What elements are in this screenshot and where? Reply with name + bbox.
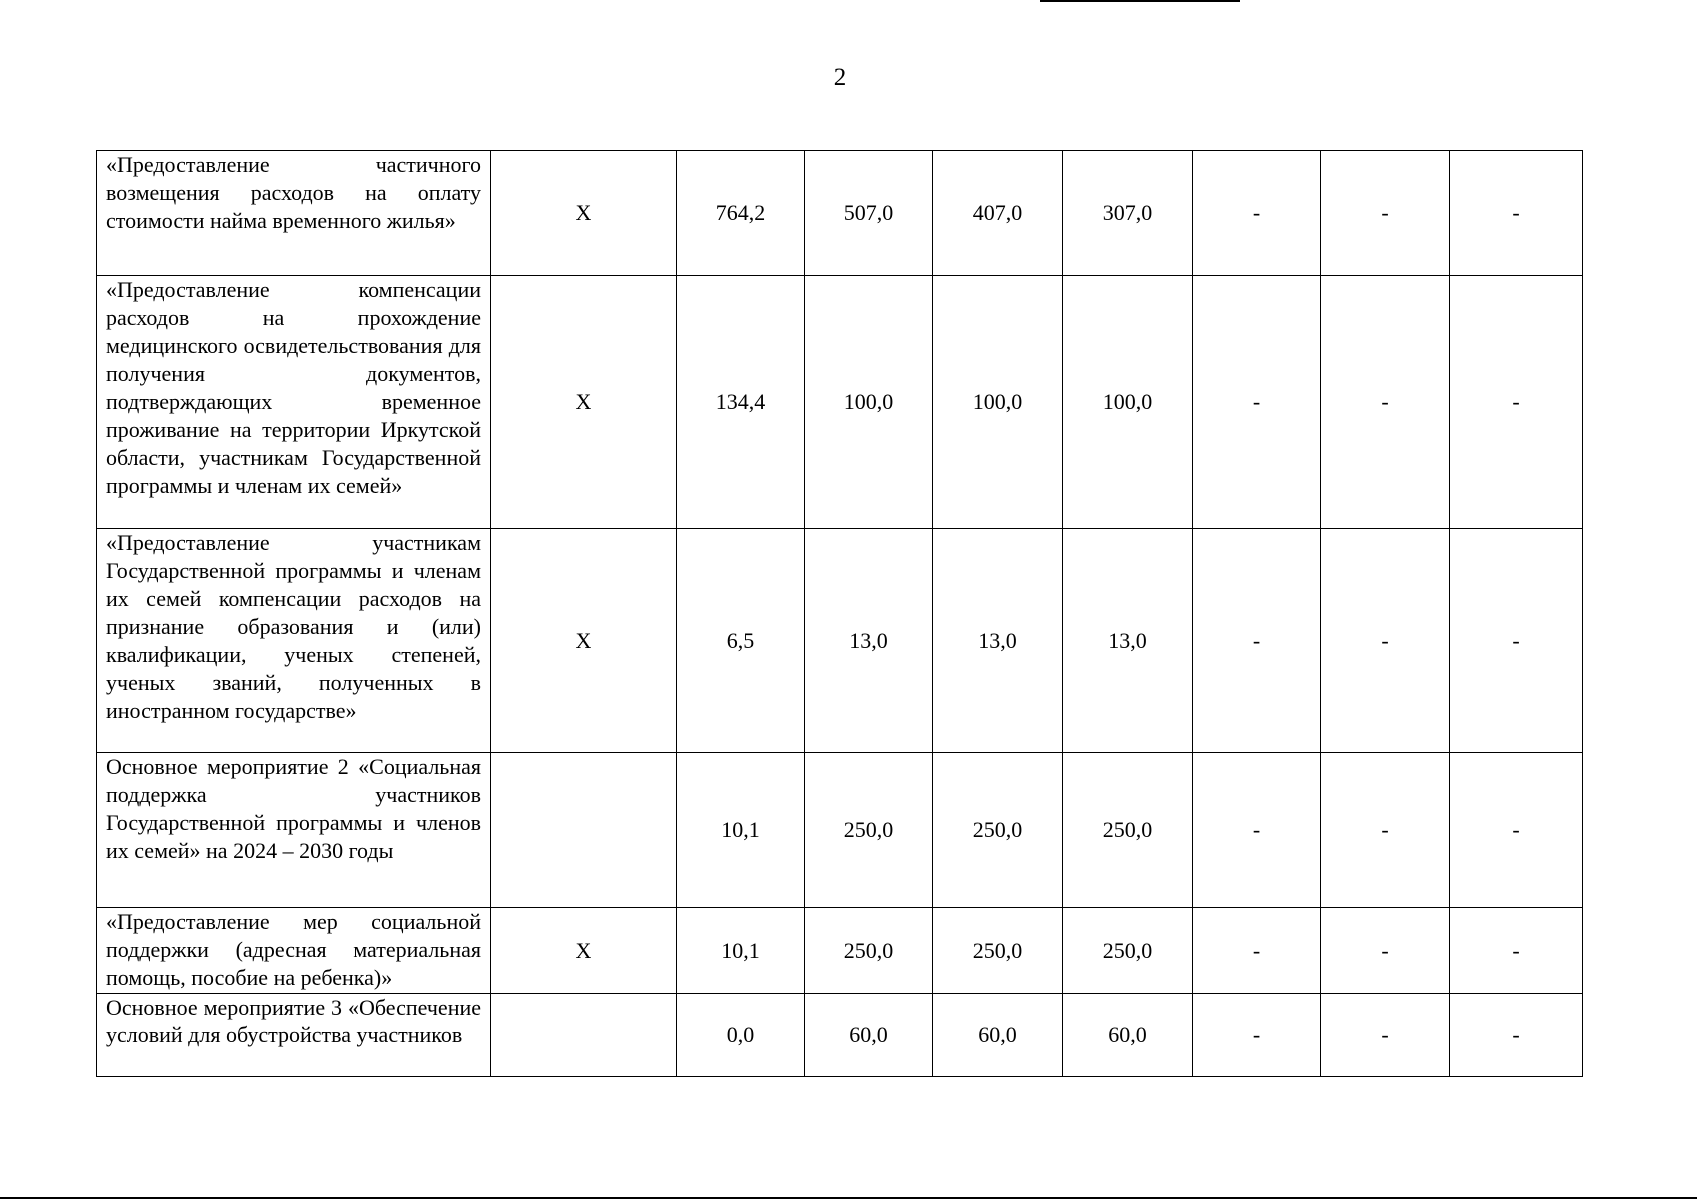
value-cell: 250,0 [805, 753, 933, 908]
value-cell: - [1193, 529, 1321, 753]
value-cell: 13,0 [1063, 529, 1193, 753]
marker-cell: Х [491, 908, 677, 994]
value-cell: 10,1 [677, 753, 805, 908]
value-cell: 60,0 [1063, 994, 1193, 1077]
value-cell: 134,4 [677, 276, 805, 529]
value-cell: 60,0 [933, 994, 1063, 1077]
value-cell: - [1450, 753, 1583, 908]
value-cell: - [1321, 276, 1450, 529]
value-cell: 250,0 [1063, 753, 1193, 908]
value-cell: 10,1 [677, 908, 805, 994]
value-cell: 250,0 [933, 908, 1063, 994]
measure-description: Основное мероприятие 2 «Социальная поддержка участников Государственной программы и членов их семей» на 2024 – 2030 годы [97, 753, 491, 908]
value-cell: 250,0 [933, 753, 1063, 908]
value-cell: - [1321, 753, 1450, 908]
value-cell: 307,0 [1063, 151, 1193, 276]
value-cell: 60,0 [805, 994, 933, 1077]
table-row [97, 529, 1583, 753]
value-cell: - [1193, 276, 1321, 529]
measure-description: Основное мероприятие 3 «Обеспечение условий для обустройства участников [97, 994, 491, 1077]
bottom-edge-line [0, 1197, 1697, 1199]
marker-cell: Х [491, 151, 677, 276]
value-cell: 764,2 [677, 151, 805, 276]
value-cell: 250,0 [1063, 908, 1193, 994]
value-cell: 100,0 [933, 276, 1063, 529]
value-cell: 0,0 [677, 994, 805, 1077]
value-cell: 250,0 [805, 908, 933, 994]
page-number: 2 [833, 64, 847, 91]
value-cell: 507,0 [805, 151, 933, 276]
value-cell: - [1193, 151, 1321, 276]
table-row [97, 994, 1583, 1077]
measure-description: «Предоставление частичного возмещения расходов на оплату стоимости найма временного жилья» [97, 151, 491, 276]
top-edge-line [1040, 0, 1240, 2]
marker-cell [491, 994, 677, 1077]
value-cell: 6,5 [677, 529, 805, 753]
value-cell: - [1321, 529, 1450, 753]
marker-cell: Х [491, 529, 677, 753]
value-cell: - [1321, 151, 1450, 276]
value-cell: - [1450, 276, 1583, 529]
table-row [97, 151, 1583, 276]
value-cell: - [1321, 994, 1450, 1077]
marker-cell [491, 753, 677, 908]
value-cell: 100,0 [1063, 276, 1193, 529]
value-cell: - [1450, 994, 1583, 1077]
table-row [97, 908, 1583, 994]
measure-description: «Предоставление участникам Государственной программы и членам их семей компенсации расходов на признание образования и (или) квалификации, ученых степеней, ученых званий, полученных в иностранном государстве» [97, 529, 491, 753]
value-cell: 100,0 [805, 276, 933, 529]
measure-description: «Предоставление мер социальной поддержки (адресная материальная помощь, пособие на ребенка)» [97, 908, 491, 994]
value-cell: - [1450, 908, 1583, 994]
marker-cell: Х [491, 276, 677, 529]
table-row [97, 753, 1583, 908]
budget-table [96, 150, 1583, 1077]
value-cell: - [1321, 908, 1450, 994]
value-cell: - [1450, 529, 1583, 753]
value-cell: 407,0 [933, 151, 1063, 276]
value-cell: - [1193, 753, 1321, 908]
measure-description: «Предоставление компенсации расходов на прохождение медицинского освидетельствования для получения документов, подтверждающих временное проживание на территории Иркутской области, участникам Государственной программы и членам их семей» [97, 276, 491, 529]
value-cell: 13,0 [933, 529, 1063, 753]
value-cell: 13,0 [805, 529, 933, 753]
value-cell: - [1193, 994, 1321, 1077]
value-cell: - [1193, 908, 1321, 994]
value-cell: - [1450, 151, 1583, 276]
table-row [97, 276, 1583, 529]
